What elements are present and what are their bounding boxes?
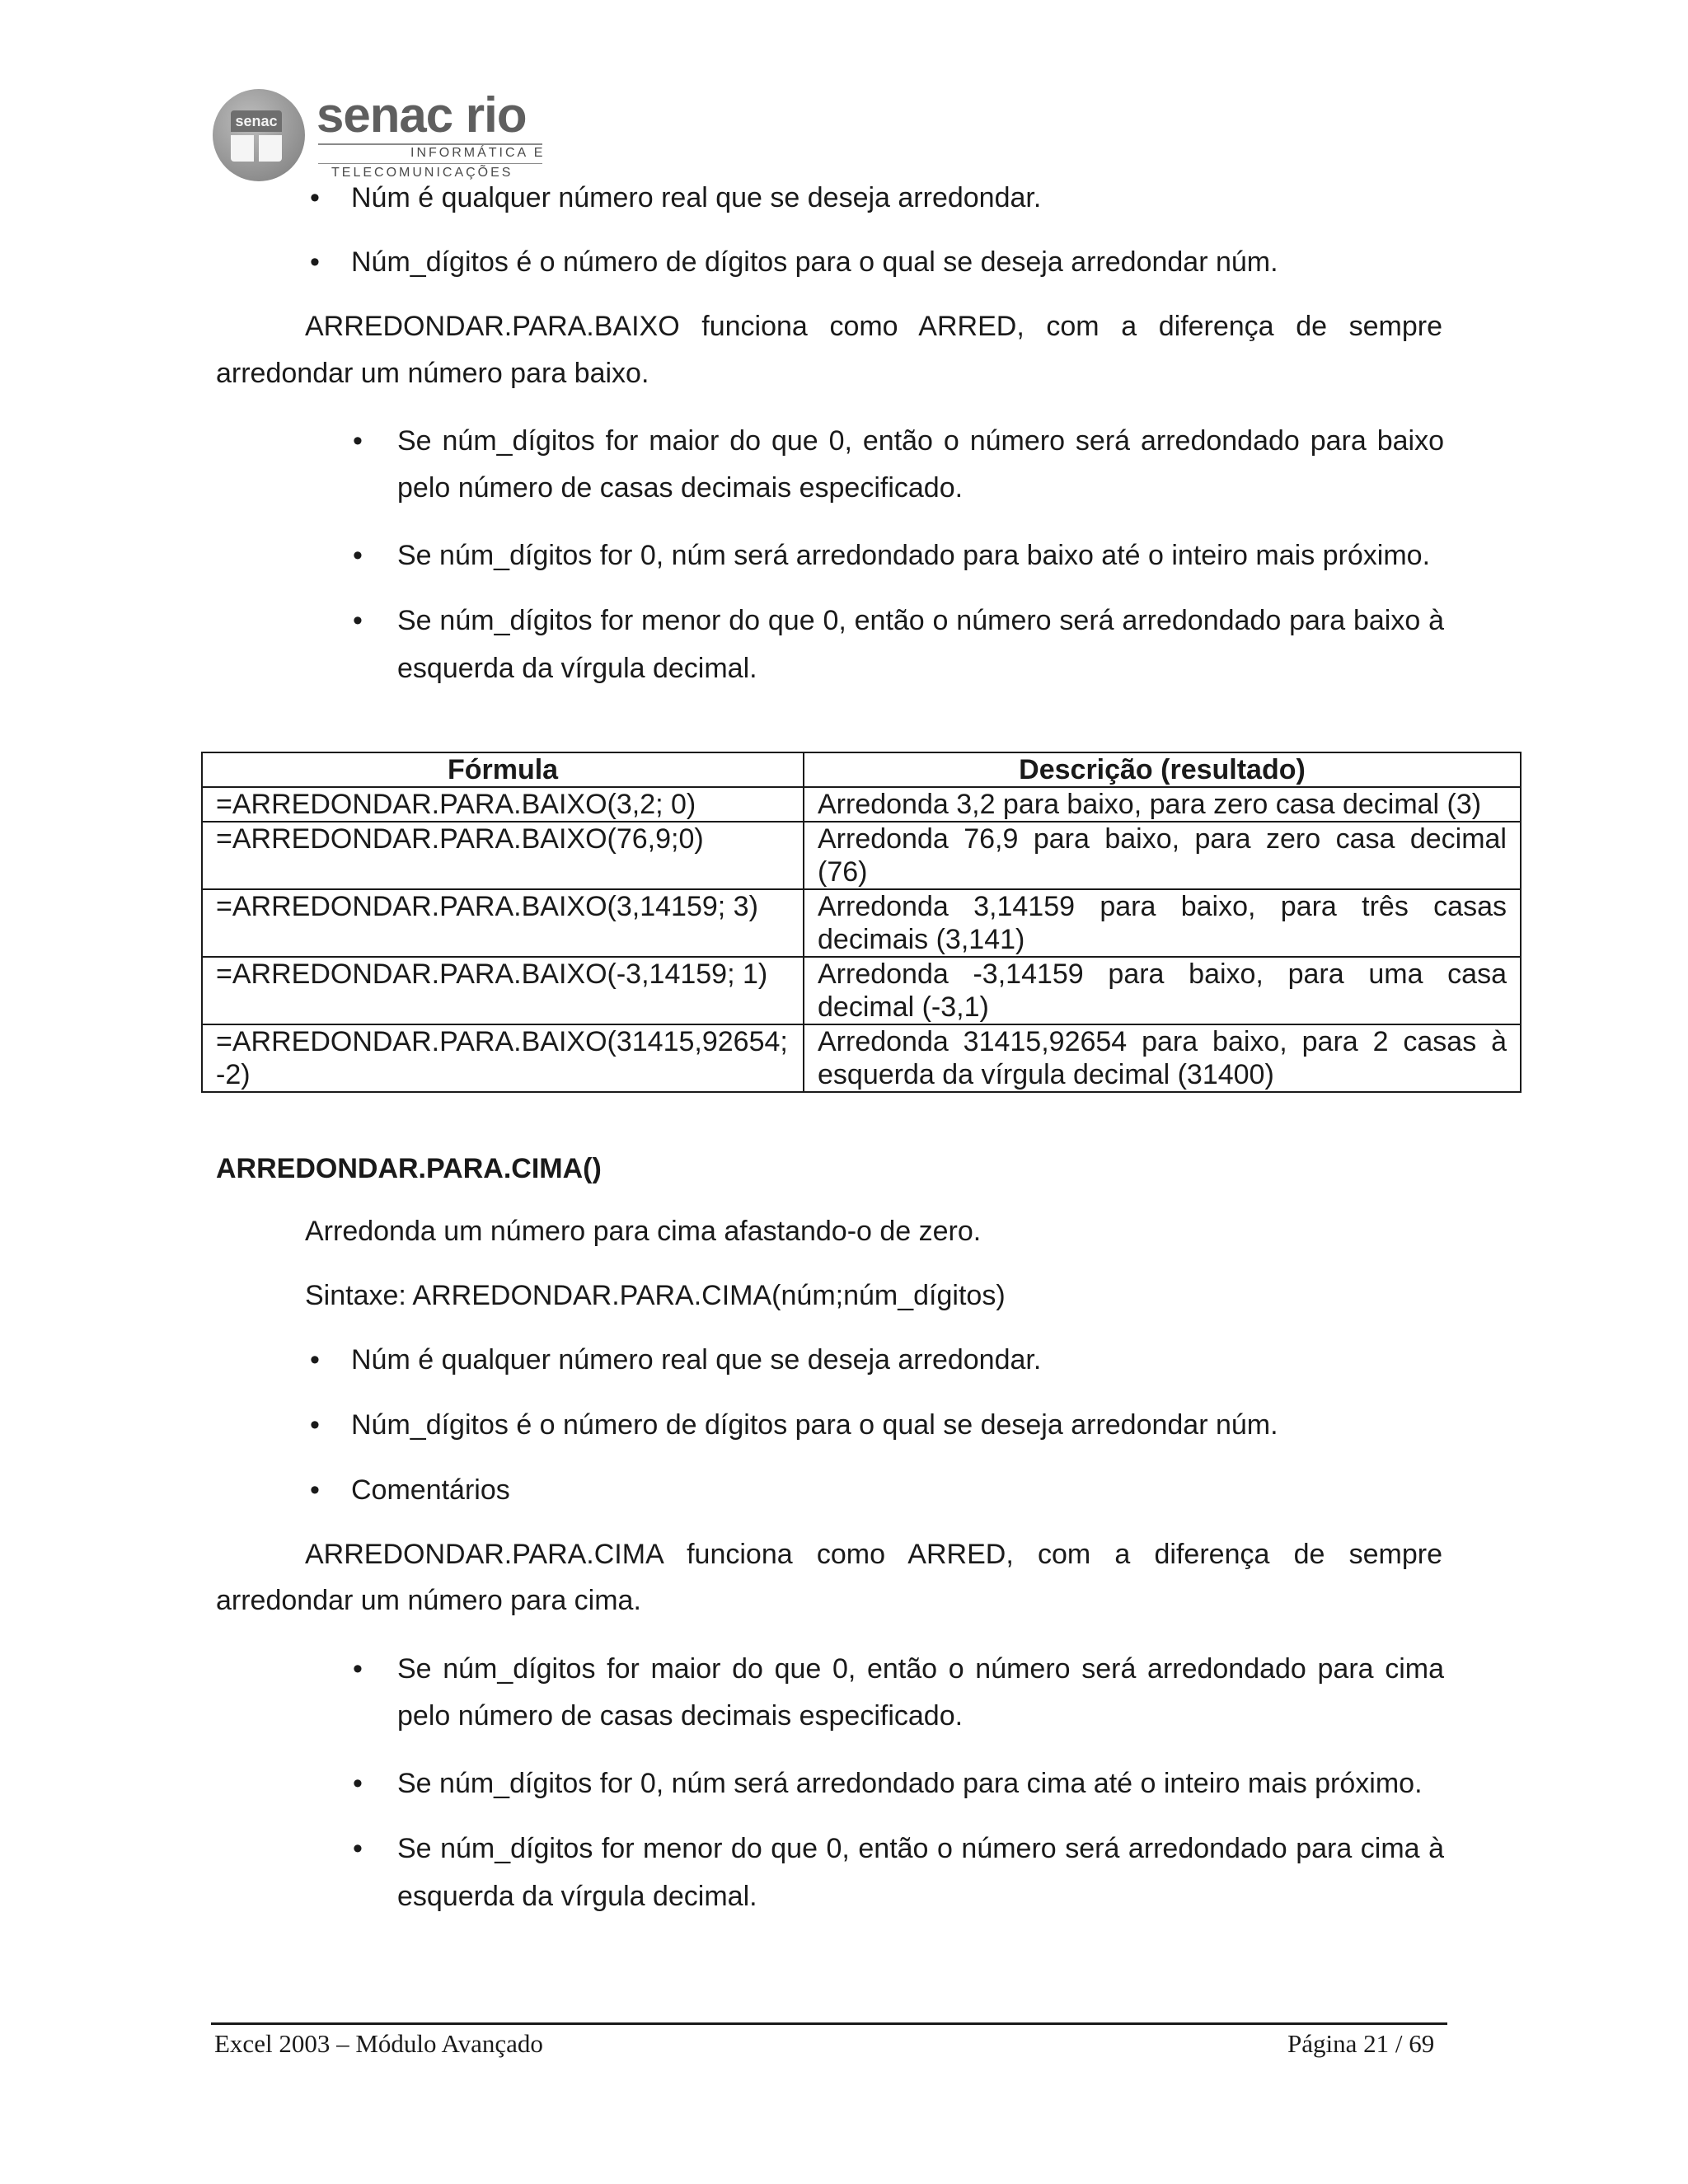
description-cell: Arredonda -3,14159 para baixo, para uma casa decimal (-3,1) bbox=[804, 957, 1521, 1024]
table-row bbox=[202, 787, 1521, 822]
examples-table bbox=[201, 752, 1522, 1093]
formula-cell: =ARREDONDAR.PARA.BAIXO(31415,92654; -2) bbox=[202, 1024, 804, 1092]
footer-rule bbox=[211, 2022, 1447, 2025]
section-heading: ARREDONDAR.PARA.CIMA() bbox=[216, 1153, 602, 1184]
table-row bbox=[202, 889, 1521, 957]
formula-cell: =ARREDONDAR.PARA.BAIXO(-3,14159; 1) bbox=[202, 957, 804, 1024]
section-bullet-comentarios: Comentários bbox=[351, 1474, 510, 1506]
intro-sub2: Se núm_dígitos for 0, núm será arredondado para baixo até o inteiro mais próximo. bbox=[397, 540, 1431, 571]
bullet-marker: • bbox=[310, 1474, 320, 1506]
section-bullet-num-digitos: Núm_dígitos é o número de dígitos para o qual se deseja arredondar núm. bbox=[351, 1409, 1278, 1441]
section-paragraph-line2: arredondar um número para cima. bbox=[216, 1585, 641, 1616]
logo-subtitle-1: INFORMÁTICA E bbox=[410, 146, 546, 160]
section-paragraph-line1: ARREDONDAR.PARA.CIMA funciona como ARRED, com a diferença de sempre bbox=[305, 1539, 1442, 1570]
footer-document-title: Excel 2003 – Módulo Avançado bbox=[214, 2029, 543, 2058]
intro-sub1-line1: Se núm_dígitos for maior do que 0, então o número será arredondado para baixo bbox=[397, 425, 1444, 457]
bullet-marker: • bbox=[353, 1768, 363, 1799]
logo-badge bbox=[231, 110, 282, 162]
bullet-marker: • bbox=[353, 1833, 363, 1864]
intro-sub3-line1: Se núm_dígitos for menor do que 0, então o número será arredondado para baixo à bbox=[397, 605, 1444, 636]
section-sub1-line1: Se núm_dígitos for maior do que 0, então o número será arredondado para cima bbox=[397, 1653, 1444, 1685]
section-bullet-num: Núm é qualquer número real que se deseja arredondar. bbox=[351, 1344, 1042, 1376]
description-cell: Arredonda 3,14159 para baixo, para três casas decimais (3,141) bbox=[804, 889, 1521, 957]
column-header-formula: Fórmula bbox=[202, 752, 804, 787]
bullet-marker: • bbox=[353, 1653, 363, 1685]
intro-paragraph-line1: ARREDONDAR.PARA.BAIXO funciona como ARRED, com a diferença de sempre bbox=[305, 311, 1442, 342]
intro-sub3-line2: esquerda da vírgula decimal. bbox=[397, 653, 757, 684]
section-syntax: Sintaxe: ARREDONDAR.PARA.CIMA(núm;núm_dígitos) bbox=[305, 1280, 1006, 1311]
logo-badge-text: senac bbox=[231, 110, 282, 132]
logo-circle-emblem bbox=[213, 89, 305, 181]
intro-bullet-num-digitos: Núm_dígitos é o número de dígitos para o qual se deseja arredondar núm. bbox=[351, 246, 1278, 278]
bullet-marker: • bbox=[310, 1344, 320, 1376]
logo-square-right bbox=[259, 135, 282, 162]
logo-square-left bbox=[231, 135, 254, 162]
section-sub2: Se núm_dígitos for 0, núm será arredondado para cima até o inteiro mais próximo. bbox=[397, 1768, 1423, 1799]
table-row bbox=[202, 957, 1521, 1024]
senac-rio-logo bbox=[213, 89, 559, 181]
bullet-marker: • bbox=[310, 182, 320, 213]
description-cell: Arredonda 76,9 para baixo, para zero casa decimal (76) bbox=[804, 822, 1521, 889]
bullet-marker: • bbox=[353, 540, 363, 571]
formula-cell: =ARREDONDAR.PARA.BAIXO(3,14159; 3) bbox=[202, 889, 804, 957]
description-cell: Arredonda 31415,92654 para baixo, para 2 casas à esquerda da vírgula decimal (31400) bbox=[804, 1024, 1521, 1092]
formula-cell: =ARREDONDAR.PARA.BAIXO(76,9;0) bbox=[202, 822, 804, 889]
logo-subtitle-2: TELECOMUNICAÇÕES bbox=[331, 166, 513, 180]
intro-paragraph-line2: arredondar um número para baixo. bbox=[216, 358, 649, 389]
bullet-marker: • bbox=[310, 1409, 320, 1441]
table-header-row bbox=[202, 752, 1521, 787]
bullet-marker: • bbox=[353, 425, 363, 457]
section-sub3-line1: Se núm_dígitos for menor do que 0, então o número será arredondado para cima à bbox=[397, 1833, 1444, 1864]
description-cell: Arredonda 3,2 para baixo, para zero casa decimal (3) bbox=[804, 787, 1521, 822]
bullet-marker: • bbox=[353, 605, 363, 636]
logo-wordmark: senac rio bbox=[316, 87, 527, 143]
table-row bbox=[202, 1024, 1521, 1092]
table-row bbox=[202, 822, 1521, 889]
logo-rule-bottom bbox=[318, 163, 542, 164]
intro-bullet-num: Núm é qualquer número real que se deseja arredondar. bbox=[351, 182, 1042, 213]
bullet-marker: • bbox=[310, 246, 320, 278]
footer-page-number: Página 21 / 69 bbox=[1287, 2029, 1435, 2058]
formula-cell: =ARREDONDAR.PARA.BAIXO(3,2; 0) bbox=[202, 787, 804, 822]
column-header-description: Descrição (resultado) bbox=[804, 752, 1521, 787]
intro-sub1-line2: pelo número de casas decimais especificado. bbox=[397, 472, 964, 504]
section-sub1-line2: pelo número de casas decimais especificado. bbox=[397, 1700, 964, 1732]
section-description: Arredonda um número para cima afastando-o de zero. bbox=[305, 1216, 982, 1247]
section-sub3-line2: esquerda da vírgula decimal. bbox=[397, 1881, 757, 1912]
